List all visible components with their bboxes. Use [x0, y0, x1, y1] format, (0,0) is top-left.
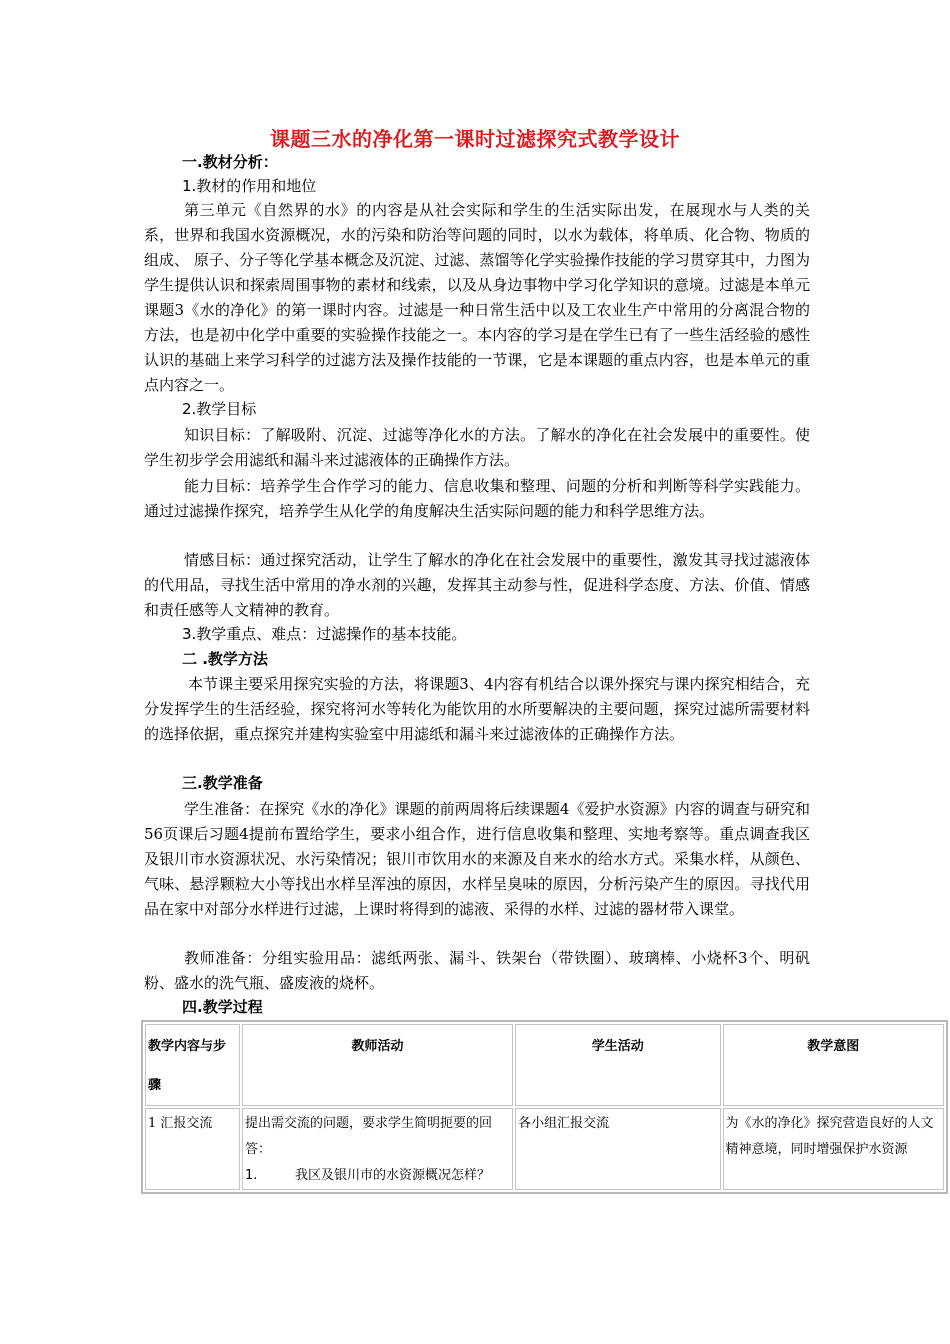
paragraph-teacher-preparation: 教师准备：分组实验用品：滤纸两张、漏斗、铁架台（带铁圈）、玻璃棒、小烧杯3个、明矾粉、盛水的洗气瓶、盛废液的烧杯。: [144, 949, 810, 992]
table-row: [145, 1108, 944, 1190]
table-cell-teacher-activity: [242, 1108, 513, 1190]
table-cell-student-activity: 各小组汇报交流: [515, 1108, 720, 1190]
section-heading-teaching-preparation: 三.教学准备: [182, 774, 263, 792]
document-title: 课题三水的净化第一课时过滤探究式教学设计: [270, 127, 680, 151]
table-header-cell: 教学内容与步骤: [145, 1024, 240, 1106]
paragraph-student-preparation: 学生准备：在探究《水的净化》课题的前两周将后续课题4《爱护水资源》内容的调查与研究和56页课后习题4提前布置给学生，要求小组合作，进行信息收集和整理、实地考察等。重点调查我区及银川市水资源状况、水污染情况；银川市饮用水的来源及自来水的给水方式。采集水样，从颜色、气味、悬浮颗粒大小等找出水样呈浑浊的原因，水样呈臭味的原因，分析污染产生的原因。寻找代用品在家中对部分水样进行过滤，上课时将得到的滤液、采得的水样、过滤的器材带入课堂。: [144, 800, 810, 918]
table-header-cell: 教学意图: [723, 1024, 944, 1106]
subheading-role-and-position: 1.教材的作用和地位: [182, 177, 317, 195]
list-number: 1.: [244, 1168, 258, 1183]
table-cell-step: 1 汇报交流: [145, 1108, 240, 1190]
section-heading-teaching-method: 二 .教学方法: [182, 650, 268, 668]
table-header-cell: 学生活动: [515, 1024, 720, 1106]
paragraph-ability-goal: 能力目标：培养学生合作学习的能力、信息收集和整理、问题的分析和判断等科学实践能力。通过过滤操作探究，培养学生从化学的角度解决生活实际问题的能力和科学思维方法。: [144, 477, 810, 520]
table-header-row: [145, 1024, 944, 1106]
teacher-activity-item: [245, 1163, 510, 1189]
paragraph-knowledge-goal: 知识目标：了解吸附、沉淀、过滤等净化水的方法。了解水的净化在社会发展中的重要性。使学生初步学会用滤纸和漏斗来过滤液体的正确操作方法。: [144, 426, 810, 469]
list-item-text: 我区及银川市的水资源概况怎样？: [294, 1168, 490, 1183]
paragraph-emotion-goal: 情感目标：通过探究活动，让学生了解水的净化在社会发展中的重要性，激发其寻找过滤液体的代用品，寻找生活中常用的净水剂的兴趣，发挥其主动参与性，促进科学态度、方法、价值、情感和责任感等人文精神的教育。: [144, 551, 810, 619]
teaching-process-table: [141, 1020, 948, 1194]
section-heading-teaching-process: 四.教学过程: [182, 998, 263, 1016]
teacher-activity-intro: 提出需交流的问题，要求学生简明扼要的回答：: [244, 1116, 492, 1157]
table-header-cell: 教师活动: [242, 1024, 513, 1106]
table-cell-teaching-intent: 为《水的净化》探究营造良好的人文精神意境，同时增强保护水资源: [723, 1108, 944, 1190]
subheading-teaching-goals: 2.教学目标: [182, 400, 257, 418]
subheading-key-points: 3.教学重点、难点：过滤操作的基本技能。: [182, 625, 467, 643]
section-heading-textbook-analysis: 一.教材分析：: [182, 153, 278, 171]
paragraph-teaching-method: 本节课主要采用探究实验的方法，将课题3、4内容有机结合以课外探究与课内探究相结合，充分发挥学生的生活经验，探究将河水等转化为能饮用的水所要解决的主要问题，探究过滤所需要材料的选择依据，重点探究并建构实验室中用滤纸和漏斗来过滤液体的正确操作方法。: [144, 675, 810, 743]
paragraph-role-and-position: 第三单元《自然界的水》的内容是从社会实际和学生的生活实际出发，在展现水与人类的关系，世界和我国水资源概况，水的污染和防治等问题的同时，以水为载体，将单质、化合物、物质的组成、 原子、分子等化学基本概念及沉淀、过滤、蒸馏等化学实验操作技能的学习贯穿其中，力图为学生提供认识和探索周围事物的素材和线索，以及从身边事物中学习化学知识的意境。过滤是本单元课题3《水的净化》的第一课时内容。过滤是一种日常生活中以及工农业生产中常用的分离混合物的方法，也是初中化学中重要的实验操作技能之一。本内容的学习是在学生已有了一些生活经验的感性认识的基础上来学习科学的过滤方法及操作技能的一节课，它是本课题的重点内容，也是本单元的重点内容之一。: [144, 201, 810, 394]
